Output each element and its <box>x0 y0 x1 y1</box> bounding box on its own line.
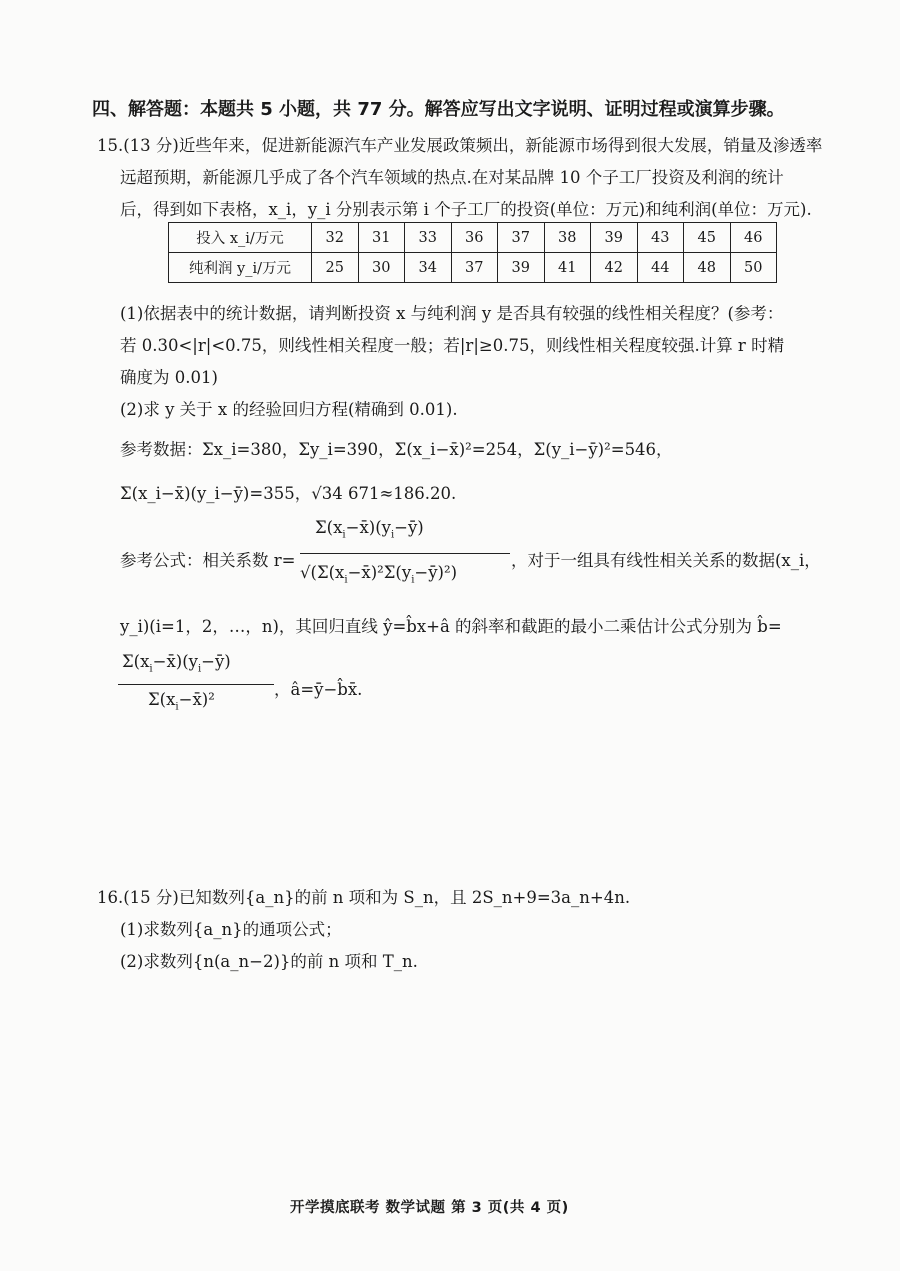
q15-part1-line1: (1)依据表中的统计数据，请判断投资 x 与纯利润 y 是否具有较强的线性相关程度？(参考： <box>120 304 784 323</box>
ref-formula-line3-tail: ，â=ȳ−b̂x̄. <box>274 680 363 699</box>
table-cell: 31 <box>358 223 405 253</box>
correlation-numerator: $\Sigma(x_i-x̄)(y_i-ȳ)$ <box>315 518 424 541</box>
table-cell: 34 <box>405 253 452 283</box>
ref-formula-line2: y_i)(i=1，2，…，n)，其回归直线 ŷ=b̂x+â 的斜率和截距的最小二乘估计公式分别为 b̂= <box>120 617 782 636</box>
correlation-denominator: $√(\Sigma(x_i-x̄)^2\Sigma(y_i-ȳ)^2)$ <box>300 563 458 586</box>
ref-data-label: 参考数据： <box>120 440 203 459</box>
section-heading: 四、解答题：本题共 5 小题，共 77 分。解答应写出文字说明、证明过程或演算步骤。 <box>92 99 785 120</box>
ref-formula-label: 参考公式：相关系数 r= <box>120 551 296 570</box>
table-cell: 42 <box>591 253 638 283</box>
table-cell: 45 <box>684 223 731 253</box>
table-cell: 33 <box>405 223 452 253</box>
slope-denominator: $\Sigma(x_i-x̄)^2$ <box>148 690 215 713</box>
table-cell: 39 <box>591 223 638 253</box>
table-cell: 36 <box>451 223 498 253</box>
table-cell: 44 <box>637 253 684 283</box>
ref-formula-tail: ，对于一组具有线性相关关系的数据(x_i， <box>511 551 821 570</box>
table-cell: 25 <box>312 253 359 283</box>
table-cell: 30 <box>358 253 405 283</box>
q16-part2: (2)求数列{n(a_n−2)}的前 n 项和 T_n. <box>120 952 418 971</box>
row-header-investment: 投入 x_i/万元 <box>169 223 312 253</box>
slope-fraction-bar <box>118 684 274 685</box>
correlation-fraction-bar <box>300 553 510 554</box>
table-cell: 48 <box>684 253 731 283</box>
table-cell: 37 <box>498 223 545 253</box>
row-header-profit: 纯利润 y_i/万元 <box>169 253 312 283</box>
q16-line1: 16.(15 分)已知数列{a_n}的前 n 项和为 S_n，且 2S_n+9=3a_n+4n. <box>97 888 631 907</box>
q15-line1: 15.(13 分)近些年来，促进新能源汽车产业发展政策频出，新能源市场得到很大发展，销量及渗透率 <box>97 136 823 155</box>
table-cell: 43 <box>637 223 684 253</box>
page-footer: 开学摸底联考 数学试题 第 3 页(共 4 页) <box>290 1200 569 1216</box>
ref-data-line1: Σx_i=380，Σy_i=390，Σ(x_i−x̄)²=254，Σ(y_i−ȳ)²=546， <box>202 440 673 459</box>
q15-part1-line2: 若 0.30<|r|<0.75，则线性相关程度一般；若|r|≥0.75，则线性相关程度较强.计算 r 时精 <box>120 336 785 355</box>
table-row <box>169 223 777 253</box>
investment-profit-table <box>168 222 777 283</box>
table-cell: 46 <box>730 223 777 253</box>
table-cell: 38 <box>544 223 591 253</box>
slope-numerator: $\Sigma(x_i-x̄)(y_i-ȳ)$ <box>122 652 231 675</box>
table-cell: 41 <box>544 253 591 283</box>
q15-line2: 远超预期，新能源几乎成了各个汽车领域的热点.在对某品牌 10 个子工厂投资及利润的统计 <box>120 168 784 187</box>
table-cell: 32 <box>312 223 359 253</box>
table-row <box>169 253 777 283</box>
ref-data-line2: Σ(x_i−x̄)(y_i−ȳ)=355，√34 671≈186.20. <box>120 484 457 503</box>
q15-line3: 后，得到如下表格，x_i，y_i 分别表示第 i 个子工厂的投资(单位：万元)和纯利润(单位：万元). <box>120 200 812 219</box>
table-cell: 37 <box>451 253 498 283</box>
table-cell: 50 <box>730 253 777 283</box>
q16-part1: (1)求数列{a_n}的通项公式； <box>120 920 342 939</box>
q15-part2: (2)求 y 关于 x 的经验回归方程(精确到 0.01). <box>120 400 458 419</box>
q15-part1-line3: 确度为 0.01) <box>120 368 218 387</box>
table-cell: 39 <box>498 253 545 283</box>
